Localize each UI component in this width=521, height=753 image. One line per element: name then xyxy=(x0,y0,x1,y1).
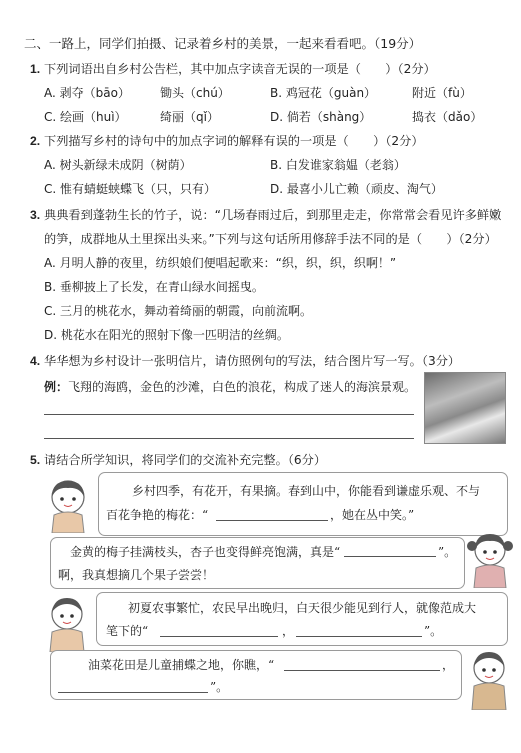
bubble-3-blank-1[interactable] xyxy=(160,636,278,637)
q4-answer-line-2[interactable] xyxy=(44,438,414,439)
q1-text: 下列词语出自乡村公告栏，其中加点字读音无误的一项是（ ）（2分） xyxy=(44,62,436,76)
bubble-2-line-1a: 金黄的梅子挂满枝头，杏子也变得鲜亮饱满，真是“ xyxy=(70,545,341,559)
q3-option-c: C. 三月的桃花水，舞动着绮丽的朝霞，向前流啊。 xyxy=(44,304,313,318)
bubble-3-line-2b: ， xyxy=(282,624,295,638)
q1-option-b2: 附近（fù） xyxy=(412,86,472,100)
q4-text: 华华想为乡村设计一张明信片，请仿照例句的写法，结合图片写一写。（3分） xyxy=(44,354,461,368)
q2-text: 下列描写乡村的诗句中的加点字词的解释有误的一项是（ ）（2分） xyxy=(44,134,424,148)
q1-number: 1. xyxy=(30,62,41,76)
q3-number: 3. xyxy=(30,208,41,222)
bubble-1-line-1: 乡村四季，有花开，有果摘。春到山中，你能看到谦虚乐观、不与 xyxy=(132,484,481,498)
q3-option-d: D. 桃花水在阳光的照射下像一匹明洁的丝绸。 xyxy=(44,328,289,342)
q4-number: 4. xyxy=(30,354,41,368)
bubble-4-line-1a: 油菜花田是儿童捕蝶之地，你瞧，“ xyxy=(88,658,275,672)
boy-avatar-2 xyxy=(462,646,516,710)
bubble-2-blank[interactable] xyxy=(344,556,436,557)
bubble-3-blank-2[interactable] xyxy=(296,636,422,637)
q1-option-c1: C. 绘画（huì） xyxy=(44,110,127,124)
q4-example-text: 飞翔的海鸥，金色的沙滩，白色的浪花，构成了迷人的海滨景观。 xyxy=(68,380,417,394)
q3-option-b: B. 垂柳披上了长发，在青山绿水间摇曳。 xyxy=(44,280,264,294)
girl-avatar-1 xyxy=(40,475,96,533)
q1-option-b1: B. 鸡冠花（guàn） xyxy=(270,86,377,100)
q5-stem xyxy=(30,451,326,468)
q3-stem-line2: 的笋，成群地从土里探出头来。”下列与这句话所用修辞手法不同的是（ ）（2分） xyxy=(44,232,497,246)
q2-number: 2. xyxy=(30,134,41,148)
q4-example-label: 例： xyxy=(44,380,69,394)
bubble-1-blank[interactable] xyxy=(216,520,328,521)
q5-text: 请结合所学知识，将同学们的交流补充完整。（6分） xyxy=(44,453,327,467)
q2-option-b: B. 白发谁家翁媪（老翁） xyxy=(270,158,406,172)
bubble-4-line-1b: ， xyxy=(442,658,455,672)
q2-option-a: A. 树头新绿未成阴（树荫） xyxy=(44,158,192,172)
bubble-1-line-2a: 百花争艳的梅花：“ xyxy=(106,508,209,522)
q1-option-a1: A. 剥夺（bāo） xyxy=(44,86,130,100)
q3-option-a: A. 月明人静的夜里，纺织娘们便唱起歌来：“织，织，织，织啊！” xyxy=(44,256,397,270)
bubble-3-line-2a: 笔下的“ xyxy=(106,624,149,638)
bubble-4-blank-2[interactable] xyxy=(58,692,208,693)
q2-option-d: D. 最喜小儿亡赖（顽皮、淘气） xyxy=(270,182,443,196)
bubble-4-line-2: ”。 xyxy=(210,680,229,694)
girl-avatar-2 xyxy=(464,528,516,588)
q4-answer-line-1[interactable] xyxy=(44,414,414,415)
boy-avatar-1 xyxy=(40,592,94,652)
q4-stem xyxy=(30,352,460,369)
bubble-1-line-2b: ，她在丛中笑。” xyxy=(330,508,415,522)
q1-option-d2: 捣衣（dǎo） xyxy=(412,110,483,124)
q1-stem xyxy=(30,60,436,77)
q2-option-c: C. 惟有蜻蜓蛱蝶飞（只，只有） xyxy=(44,182,217,196)
q4-example xyxy=(44,378,416,395)
q1-option-d1: D. 倘若（shàng） xyxy=(270,110,372,124)
bubble-2-line-2: 啊，我真想摘几个果子尝尝！ xyxy=(58,568,215,582)
section-title: 二、一路上，同学们拍摄、记录着乡村的美景，一起来看看吧。（19分） xyxy=(24,36,422,51)
q1-option-a2: 锄头（chú） xyxy=(160,86,230,100)
q3-stem-line1 xyxy=(30,206,501,223)
q1-option-c2: 绮丽（qǐ） xyxy=(160,110,219,124)
bubble-4-blank-1[interactable] xyxy=(284,670,440,671)
bubble-2-line-1b: ”。 xyxy=(438,545,457,559)
q4-waterfall-photo xyxy=(424,372,506,444)
bubble-3-line-1: 初夏农事繁忙，农民早出晚归，白天很少能见到行人，就像范成大 xyxy=(128,601,477,615)
bubble-3-line-2c: ”。 xyxy=(424,624,443,638)
q2-stem xyxy=(30,132,424,149)
q5-number: 5. xyxy=(30,453,41,467)
q3-text-1: 典典看到蓬勃生长的竹子，说：“几场春雨过后，到那里走走，你常常会看见许多鲜嫩 xyxy=(44,208,502,222)
